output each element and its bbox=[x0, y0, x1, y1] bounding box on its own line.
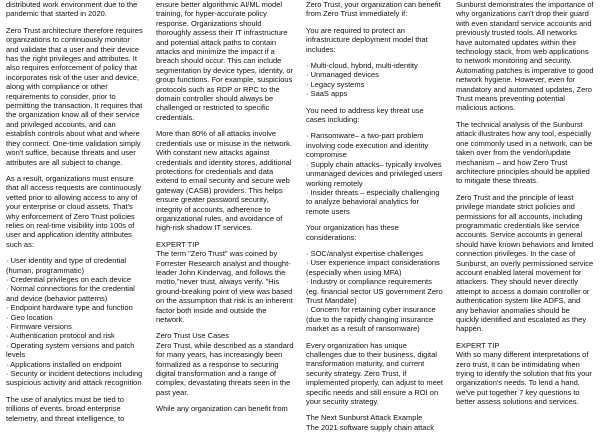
body-paragraph: distributed work environment due to the pandemic that started in 2020. bbox=[6, 0, 138, 19]
body-paragraph: With so many different interpretations of zero trust, it can be intimidating when trying to identify the solution that fits your organization's needs. To lend a hand, we've put together 7 key questions to better assess solutions and services. bbox=[456, 350, 592, 407]
body-paragraph: The term "Zero Trust" was coined by Forrester Research analyst and thought-leader John Kindervag, and follows the motto,"never trust, always verify. "His ground-breaking point of view was based on the assumption that risk is an inherent factor both inside and outside the network. bbox=[156, 249, 293, 324]
body-paragraph: Zero Trust, your organization can benefit from Zero Trust immediately if: bbox=[306, 0, 441, 19]
bullet-item: · Applications installed on endpoint bbox=[6, 359, 122, 369]
bullet-list bbox=[6, 256, 144, 388]
section-heading: EXPERT TIP bbox=[456, 340, 500, 350]
bullet-item: · SaaS apps bbox=[306, 89, 348, 99]
text-column-3 bbox=[306, 0, 444, 432]
section-heading: The Next Sunburst Attack Example bbox=[306, 413, 423, 423]
bullet-item: · Concern for retaining cyber insurance (due to the rapidly changing insurance market as a result of ransomware) bbox=[306, 305, 436, 334]
bullet-item: · Unmanaged devices bbox=[306, 70, 379, 80]
bullet-item: · Credential privileges on each device bbox=[6, 274, 132, 284]
bullet-item: · Normal connections for the credential and device (behavior patterns) bbox=[6, 284, 135, 303]
bullet-item: · Ransomware– a two-part problem involving code execution and identity compromise bbox=[306, 131, 429, 160]
bullet-item: · Operating system versions and patch levels bbox=[6, 340, 135, 360]
bullet-item: · SOC/analyst expertise challenges bbox=[306, 248, 424, 258]
bullet-item: · User experience impact considerations (especially when using MFA) bbox=[306, 258, 440, 277]
body-paragraph: Zero Trust, while described as a standard for many years, has increasingly been formalized as a response to securing digital transformation and a range of complex, devastating threats seen in the past year. bbox=[156, 340, 294, 397]
section-heading: EXPERT TIP bbox=[156, 239, 200, 249]
bullet-item: · Industry or compliance requirements (eg. financial sector US government Zero Trust Mandate) bbox=[306, 277, 443, 305]
bullet-item: · Geo location bbox=[6, 312, 53, 322]
body-paragraph: While any organization can benefit from bbox=[156, 404, 288, 414]
body-paragraph: More than 80% of all attacks involve credentials use or misuse in the network. With constant new attacks against credentials and identity stores, additional protections for credentials and data extend to email security and secure web gateway (CASB) providers. This helps ensure greater password security, integrity of accounts, adherence to organizational rules, and avoidance of high-risk shadow IT services. bbox=[156, 129, 292, 233]
body-paragraph: The technical analysis of the Sunburst attack illustrates how any tool, especially one commonly used in a network, can be taken over from the vendor/update mechanism – and how Zero Trust architecture principles should be applied to mitigate these threats. bbox=[456, 119, 593, 186]
bullet-item: · Supply chain attacks– typically involves unmanaged devices and privileged users working remotely bbox=[306, 159, 443, 188]
bullet-item: · User identity and type of credential (human, programmatic) bbox=[6, 256, 127, 275]
body-paragraph: Your organization has these considerations: bbox=[306, 223, 399, 242]
bullet-item: · Multi-cloud, hybrid, multi-identity bbox=[306, 61, 418, 71]
body-paragraph: Every organization has unique challenges due to their business, digital transformation maturity, and current security strategy. Zero Trust, if implemented properly, can adjust to meet specific needs and still ensure a ROI on your security strategy. bbox=[306, 340, 444, 407]
text-column-1 bbox=[6, 0, 144, 424]
bullet-item: · Security or incident detections including suspicious activity and attack recognition bbox=[6, 369, 143, 388]
text-column-4 bbox=[456, 0, 594, 424]
bullet-list bbox=[306, 249, 444, 334]
body-paragraph: Zero Trust architecture therefore requires organizations to continuously monitor and validate that a user and their device has the right privileges and attributes. It also requires enforcement of policy that incorporates risk of the user and device, along with compliance or other requirements to consider, prior to permitting the transaction. It requires that the organization know all of their service and privileged accounts, and can establish controls about what and where they connect. One-time validation simply won't suffice, because threats and user attributes are all subject to change. bbox=[6, 25, 143, 167]
body-paragraph: As a result, organizations must ensure that all access requests are continuously vetted prior to allowing access to any of your enterprise or cloud assets. That's why enforcement of Zero Trust policies relies on real-time visibility into 100s of user and application identity attributes such as: bbox=[6, 173, 142, 249]
body-paragraph: Zero Trust and the principle of least privilege mandate strict policies and permissions for all accounts, including programmatic credentials like service accounts. Service accounts in general should have known behaviors and limited connection privileges. In the case of Sunburst, an overly permissioned service account enabled lateral movement for attackers. They should never directly attempt to access a domain controller or authentication system like ADFS, and any behavior anomalies should be quickly identified and escalated as they happen. bbox=[456, 192, 594, 334]
body-paragraph: You need to address key threat use cases including: bbox=[306, 105, 424, 125]
body-paragraph: The use of analytics must be tied to trillions of events, broad enterprise telemetry, and threat intelligence, to bbox=[6, 394, 125, 423]
bullet-list bbox=[306, 131, 444, 216]
body-paragraph: ensure better algorithmic AI/ML model training, for hyper-accurate policy response. Organizations should thoroughly assess their IT infrastructure and potential attack paths to contain attacks and minimize the impact if a breach should occur. This can include segmentation by device types, identity, or group functions. For example, suspicious protocols such as RDP or RPC to the domain controller should always be challenged or restricted to specific credentials. bbox=[156, 0, 294, 122]
bullet-item: · Firmware versions bbox=[6, 322, 72, 331]
body-paragraph: You are required to protect an infrastructure deployment model that includes: bbox=[306, 25, 428, 54]
text-column-2 bbox=[156, 0, 294, 424]
bullet-item: · Authentication protocol and risk bbox=[6, 331, 115, 341]
section-heading: Zero Trust Use Cases bbox=[156, 331, 229, 341]
bullet-item: · Endpoint hardware type and function bbox=[6, 303, 133, 313]
body-paragraph: Sunburst demonstrates the importance of why organizations can't drop their guard with even standard service accounts and previously trusted tools. All networks have automated updates within their technology stack, from web applications to network monitoring and security. Automating patches is imperative to good network hygiene. However, even for mandatory and automated updates, Zero Trust means preventing potential malicious actions. bbox=[456, 0, 594, 113]
bullet-item: · Legacy systems bbox=[306, 79, 365, 89]
bullet-list bbox=[306, 61, 444, 99]
bullet-item: · Insider threats – especially challenging to analyze behavioral analytics for remote users bbox=[306, 187, 440, 216]
body-paragraph: The 2021 software supply chain attack bbox=[306, 422, 434, 432]
